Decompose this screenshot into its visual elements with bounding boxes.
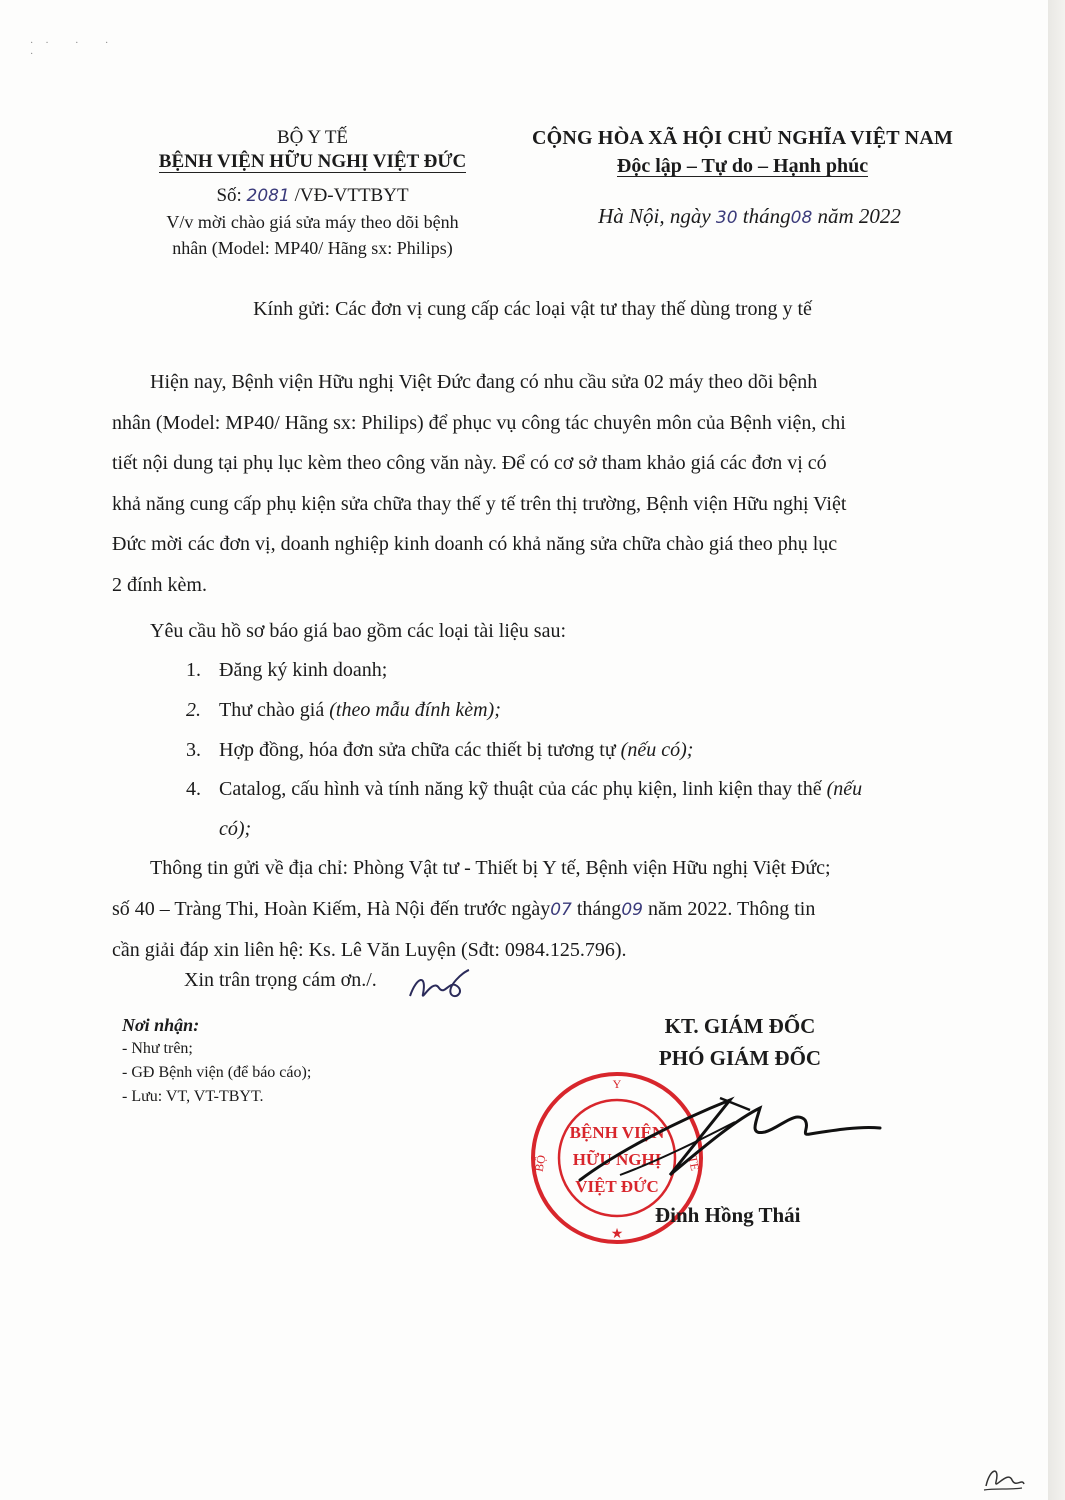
- info-deadline-prefix: số 40 – Tràng Thi, Hoàn Kiếm, Hà Nội đến trước ngày: [112, 897, 551, 920]
- scan-specks: ·· · · ·: [30, 38, 121, 60]
- handwritten-day: 30: [715, 208, 738, 228]
- year-label: năm 2022: [817, 204, 901, 228]
- ministry-name: BỘ Y TẾ: [276, 127, 349, 148]
- handwritten-number: 2081: [246, 186, 290, 206]
- hospital-name: [120, 149, 505, 175]
- item-text-italic: (theo mẫu đính kèm);: [329, 699, 501, 721]
- subject-line-1: V/v mời chào giá sửa máy theo dõi bệnh: [166, 212, 459, 232]
- page-initials-mark: [978, 1460, 1028, 1496]
- initials-scribble: [405, 966, 475, 1006]
- item-number: 2.: [186, 699, 201, 721]
- stamp-line-1: BỆNH VIỆN: [569, 1123, 665, 1142]
- motto: [510, 152, 975, 180]
- receivers-block: [122, 1013, 311, 1109]
- info-line-1: Thông tin gửi về địa chỉ: Phòng Vật tư - Thiết bị Y tế, Bệnh viện Hữu nghị Việt Đức;: [150, 857, 831, 879]
- subject-line-2: nhân (Model: MP40/ Hãng sx: Philips): [172, 238, 453, 258]
- item-number: 3.: [186, 739, 201, 761]
- para1-line: tiết nội dung tại phụ lục kèm theo công văn này. Để có cơ sở tham khảo giá các đơn vị có: [112, 452, 827, 474]
- info-month-label: tháng: [576, 897, 622, 920]
- para1-line: khả năng cung cấp phụ kiện sửa chữa thay thế y tế trên thị trường, Bệnh viện Hữu nghị Việt: [112, 492, 847, 515]
- requirements-intro: Yêu cầu hồ sơ báo giá bao gồm các loại tài liệu sau:: [150, 620, 566, 642]
- item-text-plain: Thư chào giá: [219, 699, 330, 721]
- national-header: [510, 124, 975, 232]
- thanks-text: Xin trân trọng cám ơn./.: [184, 969, 377, 991]
- handwritten-deadline-month: 09: [621, 899, 643, 920]
- list-item: [0, 690, 1065, 730]
- stamp-ring-top: Y: [612, 1077, 622, 1091]
- receivers-heading: Nơi nhận:: [122, 1015, 200, 1035]
- info-line-3: cần giải đáp xin liên hệ: Ks. Lê Văn Luyện (Sđt: 0984.125.796).: [112, 939, 627, 961]
- national-title: CỘNG HÒA XÃ HỘI CHỦ NGHĨA VIỆT NAM: [531, 127, 954, 149]
- para1-line: 2 đính kèm.: [112, 573, 207, 596]
- list-item: [0, 769, 1065, 849]
- item-text-italic: (nếu: [826, 778, 863, 800]
- closing-thanks: [184, 969, 377, 992]
- month-label: tháng: [742, 204, 791, 228]
- stamp-star: ★: [610, 1227, 624, 1242]
- hospital-name-text: BỆNH VIỆN HỮU NGHỊ VIỆT ĐỨC: [158, 151, 467, 172]
- item-text: [219, 650, 954, 690]
- para1-line: Đức mời các đơn vị, doanh nghiệp kinh doanh có khả năng sửa chữa chào giá theo phụ lục: [112, 533, 838, 555]
- handwritten-deadline-day: 07: [550, 899, 572, 920]
- number-suffix: /VĐ-VTTBYT: [294, 185, 409, 206]
- info-deadline-suffix: năm 2022. Thông tin: [647, 897, 816, 920]
- item-text: [219, 769, 954, 849]
- signature-titles: [620, 1010, 860, 1074]
- para1-line: Hiện nay, Bệnh viện Hữu nghị Việt Đức đang có nhu cầu sửa 02 máy theo dõi bệnh: [150, 371, 818, 393]
- list-item: [0, 650, 1065, 690]
- stamp-ring-left: BỘ: [531, 1153, 549, 1173]
- receiver-line: - Lưu: VT, VT-TBYT.: [122, 1088, 264, 1105]
- body-paragraph-1: [112, 362, 954, 605]
- item-text-italic-line2: có);: [219, 818, 252, 840]
- item-text: [219, 730, 954, 770]
- signature-title-2: PHÓ GIÁM ĐỐC: [658, 1046, 822, 1070]
- item-text-italic: (nếu có);: [620, 739, 694, 761]
- date-prefix: Hà Nội, ngày: [598, 204, 711, 228]
- sender-header: [120, 125, 505, 261]
- list-item: [0, 730, 1065, 770]
- signature-title-1: KT. GIÁM ĐỐC: [664, 1014, 816, 1038]
- para1-line: nhân (Model: MP40/ Hãng sx: Philips) để phục vụ công tác chuyên môn của Bệnh viện, chi: [112, 411, 846, 434]
- handwritten-month: 08: [790, 208, 813, 228]
- item-text-plain: Đăng ký kinh doanh;: [219, 659, 388, 681]
- item-number: 4.: [186, 778, 201, 800]
- stamp-line-3: VIỆT ĐỨC: [575, 1177, 659, 1196]
- item-text: [219, 690, 954, 730]
- receiver-line: - Như trên;: [122, 1040, 193, 1057]
- item-number: 1.: [186, 659, 201, 681]
- contact-paragraph: [112, 848, 954, 971]
- motto-text: Độc lập – Tự do – Hạnh phúc: [616, 155, 869, 177]
- place-date: [510, 202, 975, 232]
- stamp-line-2: HỮU NGHỊ: [572, 1150, 662, 1169]
- info-line-2: [112, 889, 954, 931]
- item-text-plain: Hợp đồng, hóa đơn sửa chữa các thiết bị tương tự: [219, 739, 621, 761]
- receiver-line: - GĐ Bệnh viện (để báo cáo);: [122, 1064, 312, 1081]
- handwritten-signature: [560, 1080, 890, 1200]
- document-number: [120, 183, 505, 209]
- recipient-line: Kính gửi: Các đơn vị cung cấp các loại vật tư thay thế dùng trong y tế: [253, 298, 812, 320]
- signer-name: Đinh Hồng Thái: [655, 1203, 801, 1227]
- number-prefix: Số:: [216, 185, 242, 206]
- item-text-plain: Catalog, cấu hình và tính năng kỹ thuật của các phụ kiện, linh kiện thay thế: [219, 778, 827, 800]
- stamp-ring-right: TẾ: [685, 1154, 703, 1172]
